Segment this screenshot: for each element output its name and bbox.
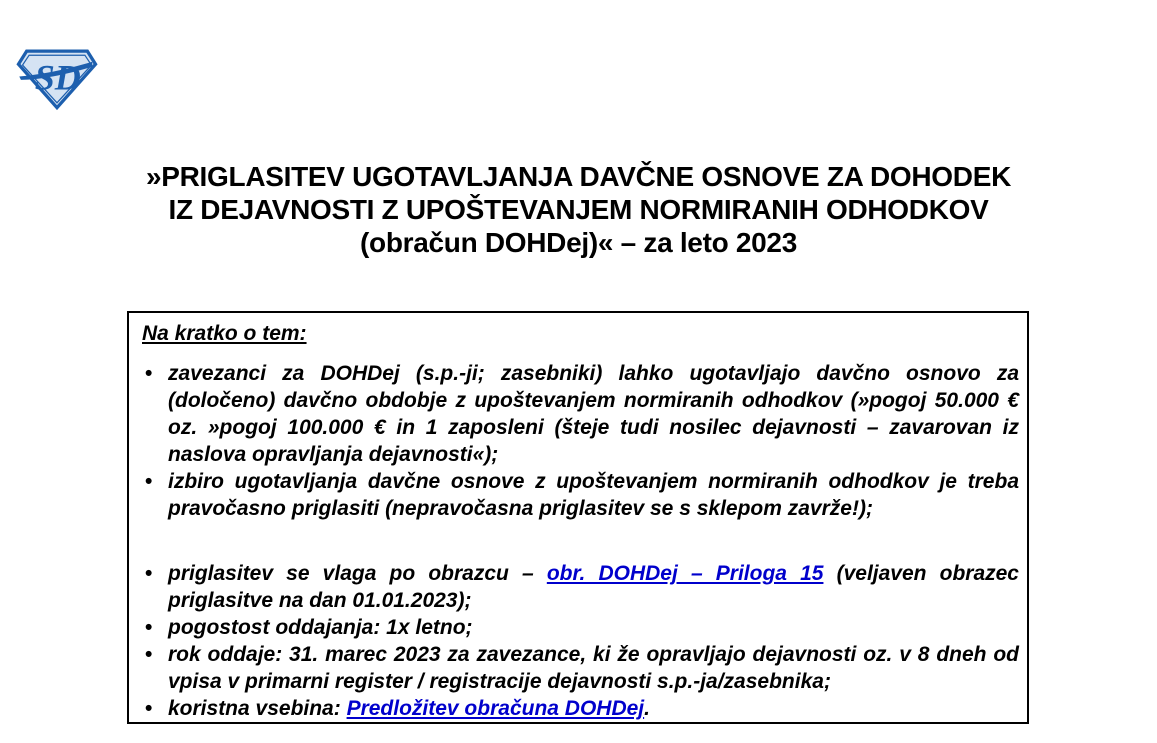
summary-box <box>127 311 1029 724</box>
bullet-text: rok oddaje: 31. marec 2023 za zavezance, ki že opravljajo dejavnosti oz. v 8 dneh od vpisa v primarni register / registracije dejavnosti s.p.-ja/zasebnika; <box>168 643 1019 693</box>
bullet-text: priglasitev se vlaga po obrazcu – <box>168 562 547 585</box>
summary-box-heading: Na kratko o tem: <box>142 322 307 345</box>
bullet-item <box>142 695 1019 722</box>
title-line-3: (obračun DOHDej)« – za leto 2023 <box>360 227 797 258</box>
bullet-item <box>142 468 1019 522</box>
bullet-list <box>142 360 1019 722</box>
bullet-item <box>142 614 1019 641</box>
bullet-text: . <box>644 697 650 720</box>
bullet-text: izbiro ugotavljanja davčne osnove z upoštevanjem normiranih odhodkov je treba pravočasno priglasiti (nepravočasna priglasitev se s sklepom zavrže!); <box>168 470 1019 520</box>
bullet-item <box>142 641 1019 695</box>
bullet-text: pogostost oddajanja: 1x letno; <box>168 616 473 639</box>
document-title <box>0 160 1157 259</box>
title-line-2: IZ DEJAVNOSTI Z UPOŠTEVANJEM NORMIRANIH ODHODKOV <box>168 194 989 225</box>
inline-link[interactable]: obr. DOHDej – Priloga 15 <box>546 562 824 585</box>
bullet-text: (veljaven obrazec priglasitve na dan 01.01.2023); <box>168 562 1019 612</box>
title-line-1: »PRIGLASITEV UGOTAVLJANJA DAVČNE OSNOVE ZA DOHODEK <box>145 161 1012 192</box>
sd-shield-icon <box>16 47 98 111</box>
bullet-text: zavezanci za DOHDej (s.p.-ji; zasebniki) lahko ugotavljajo davčno osnovo za (določeno) davčno obdobje z upoštevanjem normiranih odhodkov (»pogoj 50.000 € oz. »pogoj 100.000 € in 1 zaposleni (šteje tudi nosilec dejavnosti – zavarovan iz naslova opravljanja dejavnosti«); <box>168 362 1019 466</box>
bullet-item <box>142 360 1019 468</box>
logo-letters: SD <box>34 57 81 98</box>
bullet-text: koristna vsebina: <box>168 697 347 720</box>
bullet-item <box>142 560 1019 614</box>
sd-logo <box>16 47 98 111</box>
inline-link[interactable]: Predložitev obračuna DOHDej <box>346 697 645 720</box>
